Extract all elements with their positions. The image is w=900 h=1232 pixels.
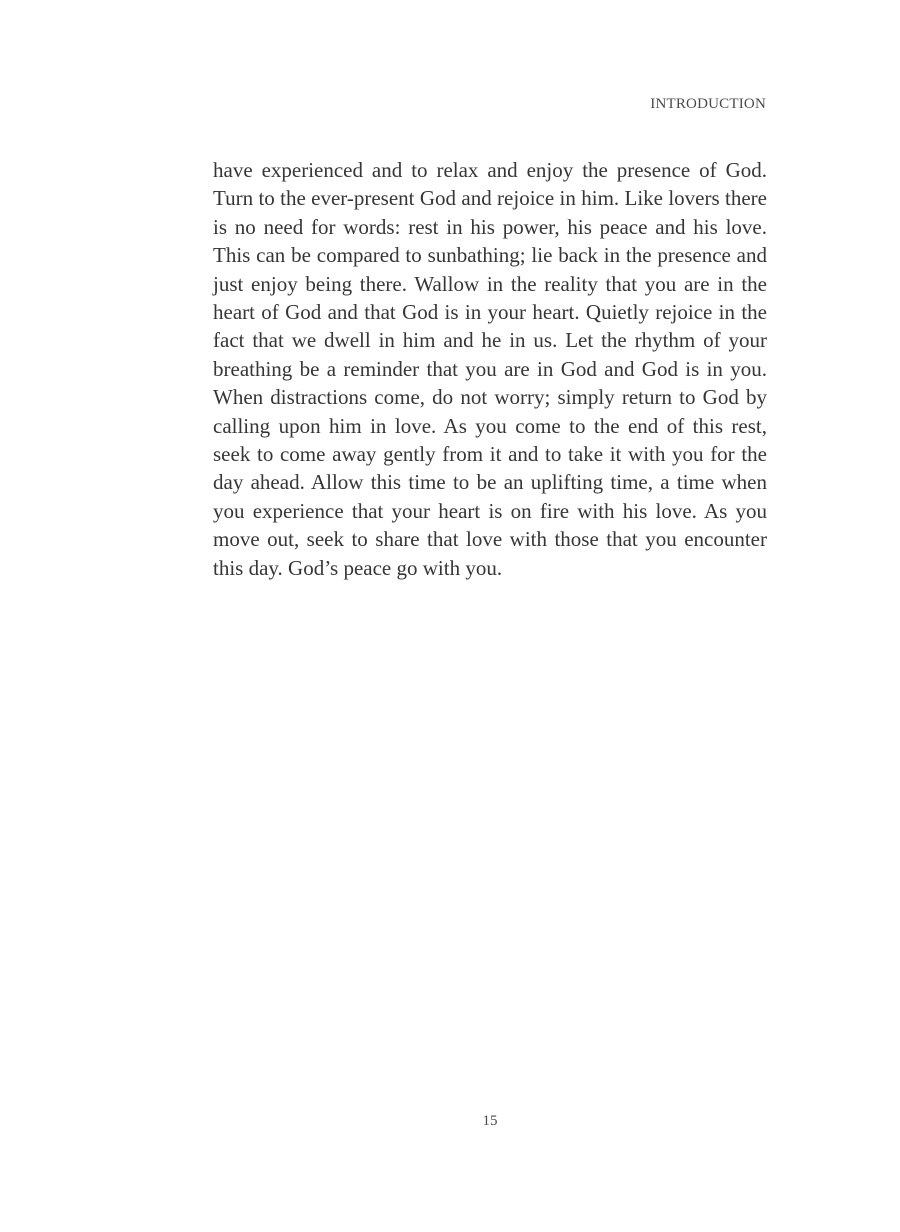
page-number: 15 — [482, 1113, 498, 1129]
running-head: INTRODUCTION — [650, 96, 766, 112]
body-paragraph: have experienced and to relax and enjoy the presence of God. Turn to the ever-present God and rejoice in him. Like lovers there is no need for words: rest in his power, his peace and his love. This can be compared to sunbathing; lie back in the presence and just enjoy being there. Wallow in the reality that you are in the heart of God and that God is in your heart. Quietly rejoice in the fact that we dwell in him and he in us. Let the rhythm of your breathing be a reminder that you are in God and God is in you. When distractions come, do not worry; simply return to God by calling upon him in love. As you come to the end of this rest, seek to come away gently from it and to take it with you for the day ahead. Allow this time to be an uplifting time, a time when you experience that your heart is on fire with his love. As you move out, seek to share that love with those that you encounter this day. God’s peace go with you. — [213, 158, 767, 580]
